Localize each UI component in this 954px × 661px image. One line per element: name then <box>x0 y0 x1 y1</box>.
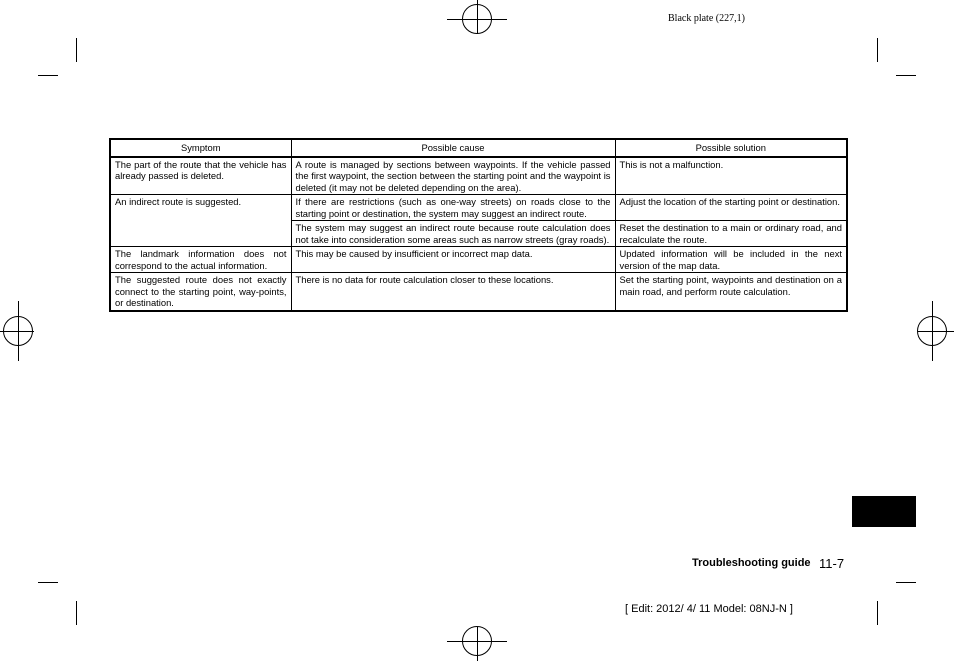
table-row <box>110 273 847 311</box>
header-possible-solution: Possible solution <box>615 139 847 157</box>
chapter-tab-marker <box>852 496 916 527</box>
edit-info: [ Edit: 2012/ 4/ 11 Model: 08NJ-N ] <box>625 603 793 615</box>
cause-cell: If there are restrictions (such as one-way streets) on roads close to the starting point or destination, the system may suggest an indirect route. <box>291 195 615 221</box>
solution-cell: This is not a malfunction. <box>615 157 847 195</box>
cause-cell: This may be caused by insufficient or incorrect map data. <box>291 247 615 273</box>
symptom-cell: An indirect route is suggested. <box>110 195 291 247</box>
symptom-cell: The landmark information does not correspond to the actual information. <box>110 247 291 273</box>
table-header-row <box>110 139 847 157</box>
cause-cell: The system may suggest an indirect route because route calculation does not take into consideration some areas such as narrow streets (gray roads). <box>291 221 615 247</box>
table-row <box>110 195 847 221</box>
solution-cell: Reset the destination to a main or ordinary road, and recalculate the route. <box>615 221 847 247</box>
solution-cell: Updated information will be included in the next version of the map data. <box>615 247 847 273</box>
table-row <box>110 157 847 195</box>
table-row <box>110 247 847 273</box>
cause-cell: A route is managed by sections between waypoints. If the vehicle passed the first waypoint, the section between the starting point and the waypoint is deleted (it may not be deleted depending on the area). <box>291 157 615 195</box>
cause-cell: There is no data for route calculation closer to these locations. <box>291 273 615 311</box>
page-number: 11-7 <box>819 556 845 571</box>
header-symptom: Symptom <box>110 139 291 157</box>
header-possible-cause: Possible cause <box>291 139 615 157</box>
symptom-cell: The part of the route that the vehicle has already passed is deleted. <box>110 157 291 195</box>
solution-cell: Adjust the location of the starting point or destination. <box>615 195 847 221</box>
solution-cell: Set the starting point, waypoints and destination on a main road, and perform route calculation. <box>615 273 847 311</box>
plate-label: Black plate (227,1) <box>668 13 745 24</box>
symptom-cell: The suggested route does not exactly connect to the starting point, way-points, or destination. <box>110 273 291 311</box>
troubleshooting-table <box>109 138 848 312</box>
footer-section-title: Troubleshooting guide <box>692 557 811 569</box>
